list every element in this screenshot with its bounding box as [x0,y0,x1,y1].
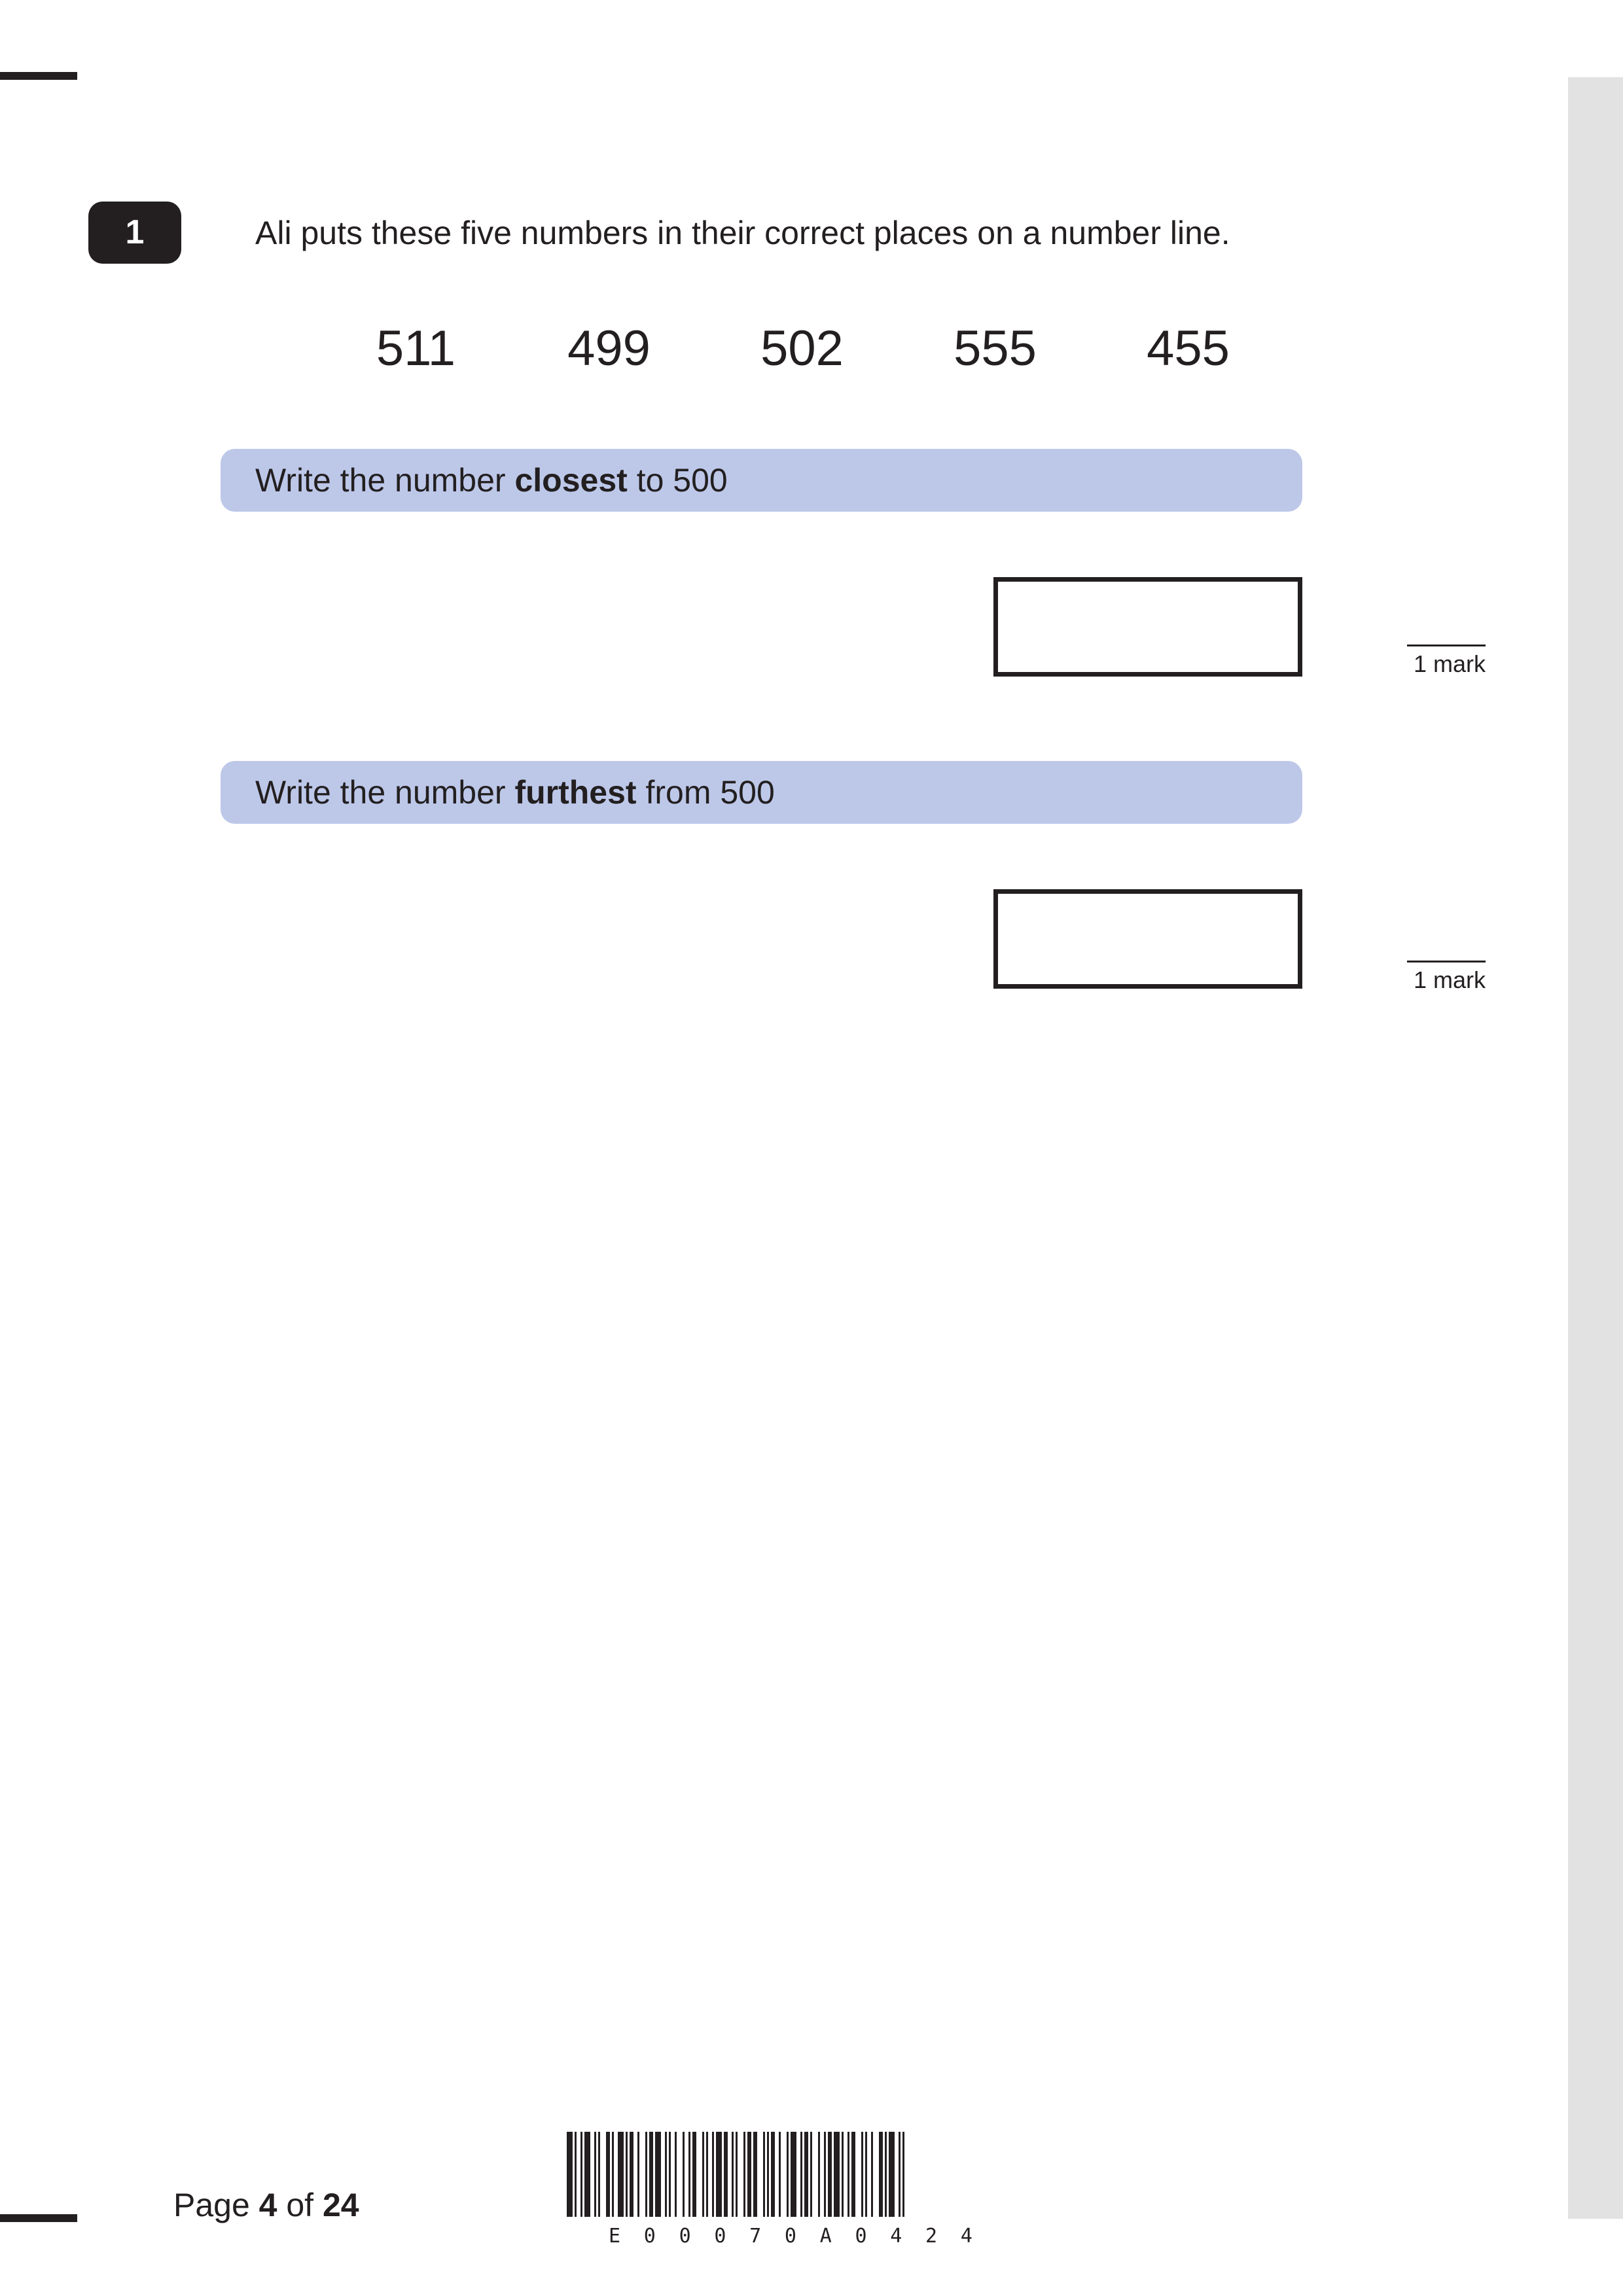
barcode-bar [584,2132,590,2217]
barcode-bar [828,2132,832,2217]
page-word: Page [173,2187,259,2223]
barcode-char: 7 [749,2225,762,2248]
answer-box-closest[interactable] [993,577,1302,677]
barcode-bar [800,2132,802,2217]
barcode-bar [688,2132,690,2217]
barcode-bar [626,2132,628,2217]
barcode-bar [669,2132,671,2217]
barcode-bar [810,2132,812,2217]
barcode-bar [804,2132,808,2217]
barcode-bar [899,2132,901,2217]
barcode-bar [879,2132,883,2217]
barcode-bar [847,2132,849,2217]
margin-strip [1568,77,1623,2219]
barcode-bar [683,2132,685,2217]
barcode-char: 0 [643,2225,656,2248]
number-item: 455 [1147,321,1230,376]
barcode-bar [716,2132,722,2217]
barcode-bar [871,2132,873,2217]
prompt-emphasis: closest [514,462,628,499]
barcode-bar [649,2132,653,2217]
barcode-bar [902,2132,904,2217]
barcode-bar [724,2132,728,2217]
barcode-bar [779,2132,781,2217]
barcode-bar [645,2132,647,2217]
barcode-bar [706,2132,708,2217]
barcode-bar [598,2132,600,2217]
prompt-text: Write the number [255,462,515,499]
barcode-bar [618,2132,624,2217]
barcode-bar [791,2132,796,2217]
barcode-bar [612,2132,614,2217]
barcode-bar [637,2132,639,2217]
number-list [319,319,1285,378]
barcode-char: 2 [925,2225,938,2248]
barcode-char: 0 [855,2225,867,2248]
barcode-bar [747,2132,751,2217]
question-stem: Ali puts these five numbers in their correct places on a number line. [255,215,1230,251]
barcode-bar [580,2132,582,2217]
number-item: 502 [760,321,844,376]
barcode-bar [851,2132,855,2217]
barcode-char: 4 [960,2225,972,2248]
barcode-bar [885,2132,887,2217]
barcode-bar [861,2132,863,2217]
barcode-bar [842,2132,844,2217]
barcode-bar [753,2132,757,2217]
barcode-bar [824,2132,826,2217]
page-total: 24 [322,2187,359,2223]
answer-box-furthest[interactable] [993,889,1302,989]
barcode-bar [630,2132,633,2217]
prompt-emphasis: furthest [514,774,637,811]
mark-label: 1 mark [1407,961,1486,995]
prompt-closest [221,449,1302,512]
page-number [173,2183,359,2227]
barcode-char: 4 [890,2225,902,2248]
barcode-bar [655,2132,661,2217]
barcode-bar [575,2132,577,2217]
barcode-bar [567,2132,573,2217]
number-item: 499 [567,321,651,376]
barcode-bar [818,2132,820,2217]
barcode-bar [767,2132,769,2217]
barcode-bar [692,2132,696,2217]
barcode-bar [712,2132,714,2217]
barcode-char: 0 [714,2225,726,2248]
prompt-text: to 500 [627,462,728,499]
prompt-text: from 500 [636,774,775,811]
crop-mark-bottom [0,2214,77,2222]
number-item: 511 [376,321,456,376]
barcode-char: A [819,2225,832,2248]
barcode-bar [606,2132,610,2217]
mark-label: 1 mark [1407,645,1486,679]
barcode-bar [771,2132,775,2217]
barcode-bar [834,2132,840,2217]
barcode-bar [787,2132,789,2217]
barcode-bar [594,2132,596,2217]
barcode-bar [743,2132,745,2217]
barcode-bar [763,2132,765,2217]
barcode-bar [702,2132,704,2217]
crop-mark-top [0,72,77,80]
question-number-badge: 1 [88,202,181,264]
barcode-char: 0 [784,2225,796,2248]
barcode-bar [732,2132,734,2217]
barcode-bar [736,2132,738,2217]
barcode-bar [665,2132,667,2217]
barcode-char: E [609,2225,621,2248]
barcode-bar [889,2132,895,2217]
prompt-text: Write the number [255,774,515,811]
page-of: of [277,2187,323,2223]
number-item: 555 [954,321,1037,376]
barcode-image [567,2132,1014,2233]
barcode-bar [865,2132,867,2217]
barcode-char: 0 [679,2225,691,2248]
page-current: 4 [259,2187,277,2223]
barcode-text [567,2227,1014,2246]
barcode-bar [675,2132,677,2217]
prompt-furthest [221,761,1302,824]
